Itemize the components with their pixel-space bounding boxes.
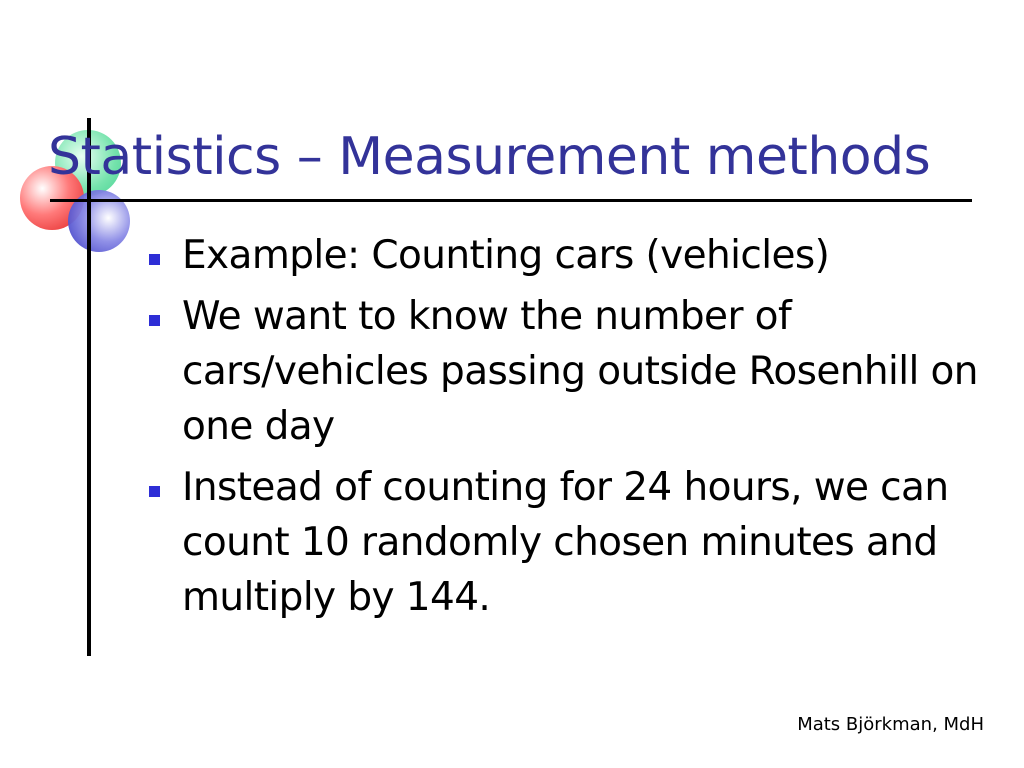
bullet-item bbox=[140, 460, 1000, 625]
square-bullet-icon bbox=[149, 254, 160, 265]
bullet-text: Example: Counting cars (vehicles) bbox=[182, 233, 830, 278]
bullet-item bbox=[140, 228, 1000, 283]
slide-title: Statistics – Measurement methods bbox=[48, 127, 931, 187]
square-bullet-icon bbox=[149, 315, 160, 326]
bullet-item bbox=[140, 289, 1000, 454]
footer-author: Mats Björkman, MdH bbox=[797, 714, 984, 735]
bullet-text: Instead of counting for 24 hours, we can count 10 randomly chosen minutes and multiply by 144. bbox=[182, 465, 949, 620]
square-bullet-icon bbox=[149, 486, 160, 497]
title-underline bbox=[50, 199, 972, 202]
bullet-text: We want to know the number of cars/vehicles passing outside Rosenhill on one day bbox=[182, 294, 978, 449]
bullet-list bbox=[140, 228, 1000, 631]
